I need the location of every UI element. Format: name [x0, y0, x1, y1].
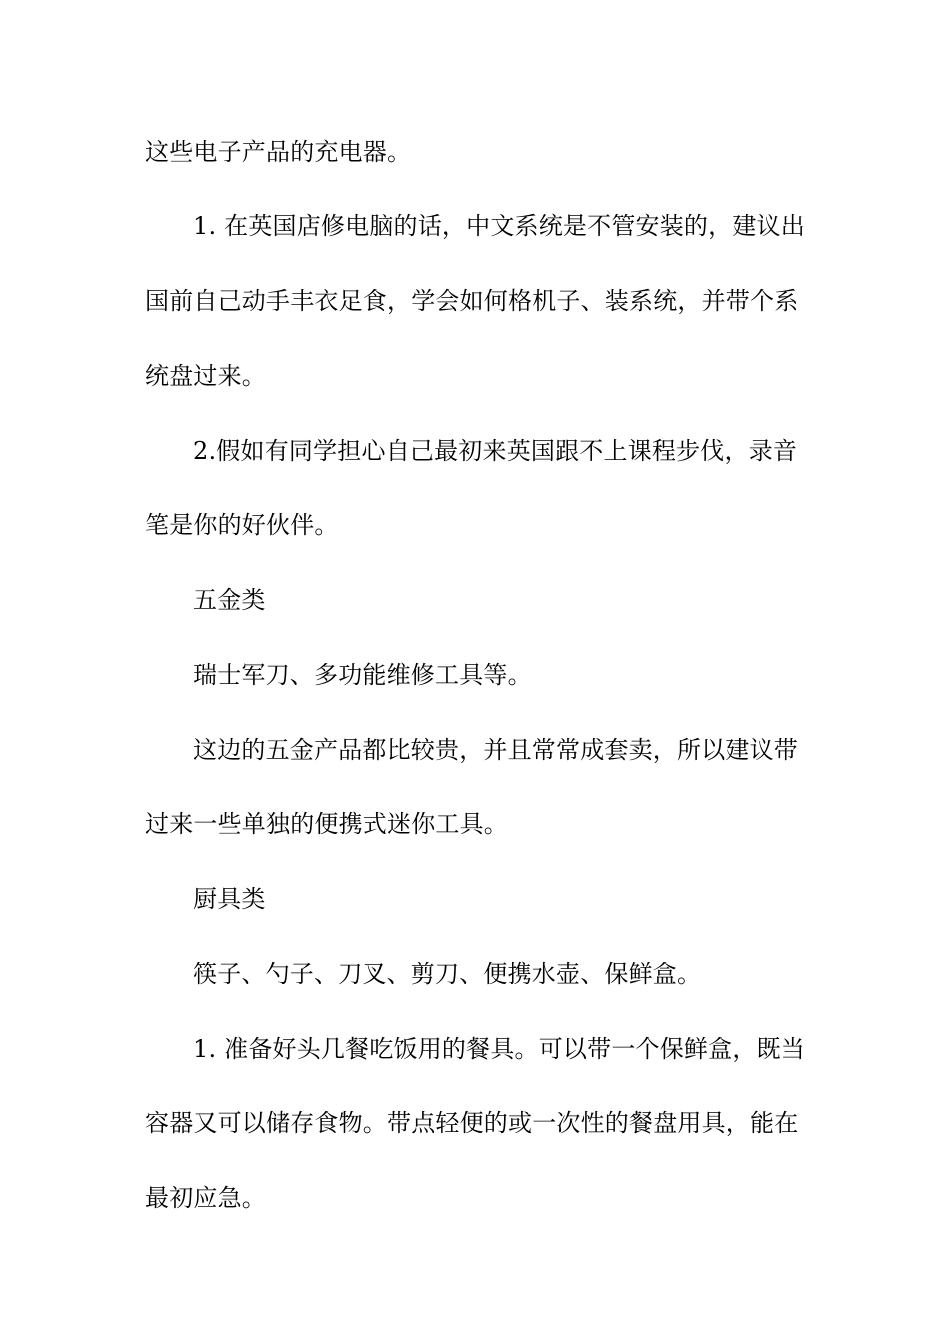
text-line: 1. 准备好头几餐吃饭用的餐具。可以带一个保鲜盒，既当 [193, 1035, 805, 1063]
text-line: 笔是你的好伙伴。 [145, 511, 339, 539]
text-line: 国前自己动手丰衣足食，学会如何格机子、装系统，并带个系 [145, 287, 799, 315]
text-line: 统盘过来。 [145, 362, 266, 390]
text-line: 容器又可以储存食物。带点轻便的或一次性的餐盘用具，能在 [145, 1109, 799, 1137]
section-heading: 五金类 [193, 586, 266, 614]
text-line: 2.假如有同学担心自己最初来英国跟不上课程步伐，录音 [193, 437, 798, 465]
section-heading: 厨具类 [193, 885, 266, 913]
text-line: 这边的五金产品都比较贵，并且常常成套卖，所以建议带 [193, 736, 798, 764]
text-line: 这些电子产品的充电器。 [145, 138, 412, 166]
text-line: 筷子、勺子、刀叉、剪刀、便携水壶、保鲜盒。 [193, 960, 702, 988]
text-line: 过来一些单独的便携式迷你工具。 [145, 810, 508, 838]
text-line: 瑞士军刀、多功能维修工具等。 [193, 661, 532, 689]
text-line: 1. 在英国店修电脑的话，中文系统是不管安装的，建议出 [193, 212, 805, 240]
text-line: 最初应急。 [145, 1184, 266, 1212]
